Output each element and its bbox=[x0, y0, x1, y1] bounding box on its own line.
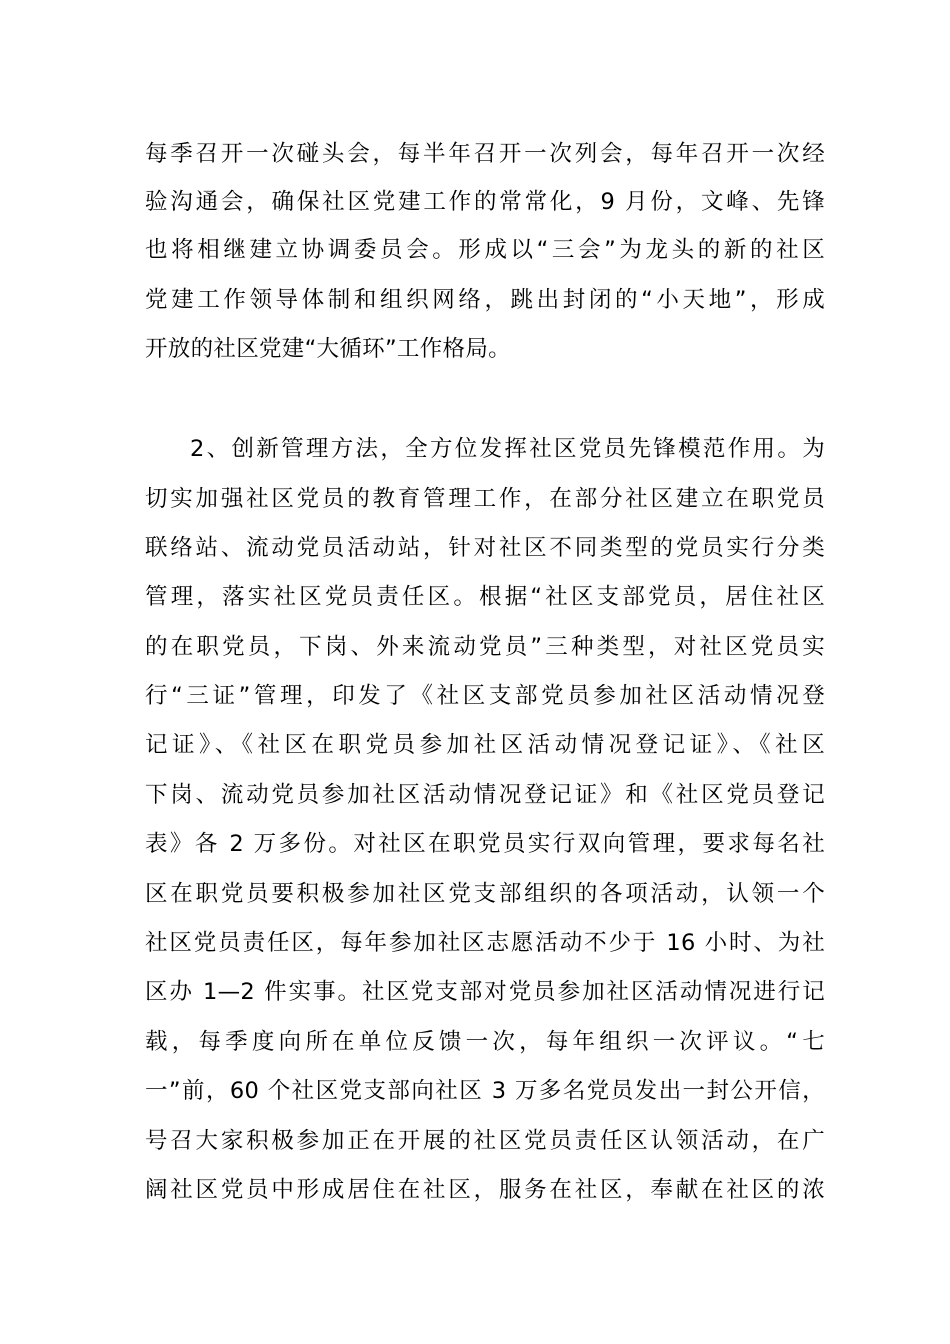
text-line: 阔社区党员中形成居住在社区，服务在社区，奉献在社区的浓 bbox=[145, 1177, 825, 1203]
text-line: 行“三证”管理，印发了《社区支部党员参加社区活动情况登 bbox=[145, 683, 825, 709]
text-line: 记证》、《社区在职党员参加社区活动情况登记证》、《社区 bbox=[145, 732, 825, 758]
text-line: 号召大家积极参加正在开展的社区党员责任区认领活动，在广 bbox=[145, 1128, 825, 1154]
text-line: 验沟通会，确保社区党建工作的常常化，9 月份，文峰、先锋 bbox=[145, 189, 825, 215]
text-line: 一”前，60 个社区党支部向社区 3 万多名党员发出一封公开信， bbox=[145, 1078, 825, 1104]
text-line: 载，每季度向所在单位反馈一次，每年组织一次评议。“七 bbox=[145, 1029, 825, 1055]
text-line: 联络站、流动党员活动站，针对社区不同类型的党员实行分类 bbox=[145, 535, 825, 561]
text-line: 区在职党员要积极参加社区党支部组织的各项活动，认领一个 bbox=[145, 881, 825, 907]
text-line: 党建工作领导体制和组织网络，跳出封闭的“小天地”，形成 bbox=[145, 287, 825, 313]
text-line: 社区党员责任区，每年参加社区志愿活动不少于 16 小时、为社 bbox=[145, 930, 825, 956]
text-line: 表》各 2 万多份。对社区在职党员实行双向管理，要求每名社 bbox=[145, 831, 825, 857]
text-line: 管理，落实社区党员责任区。根据“社区支部党员，居住社区 bbox=[145, 584, 825, 610]
text-line: 的在职党员，下岗、外来流动党员”三种类型，对社区党员实 bbox=[145, 634, 825, 660]
text-line: 开放的社区党建“大循环”工作格局。 bbox=[145, 336, 511, 362]
text-line: 下岗、流动党员参加社区活动情况登记证》和《社区党员登记 bbox=[145, 782, 825, 808]
text-line: 每季召开一次碰头会，每半年召开一次列会，每年召开一次经 bbox=[145, 141, 825, 167]
text-line: 2、创新管理方法，全方位发挥社区党员先锋模范作用。为 bbox=[190, 436, 825, 462]
text-line: 切实加强社区党员的教育管理工作，在部分社区建立在职党员 bbox=[145, 486, 825, 512]
text-line: 也将相继建立协调委员会。形成以“三会”为龙头的新的社区 bbox=[145, 237, 825, 263]
text-line: 区办 1—2 件实事。社区党支部对党员参加社区活动情况进行记 bbox=[145, 979, 825, 1005]
